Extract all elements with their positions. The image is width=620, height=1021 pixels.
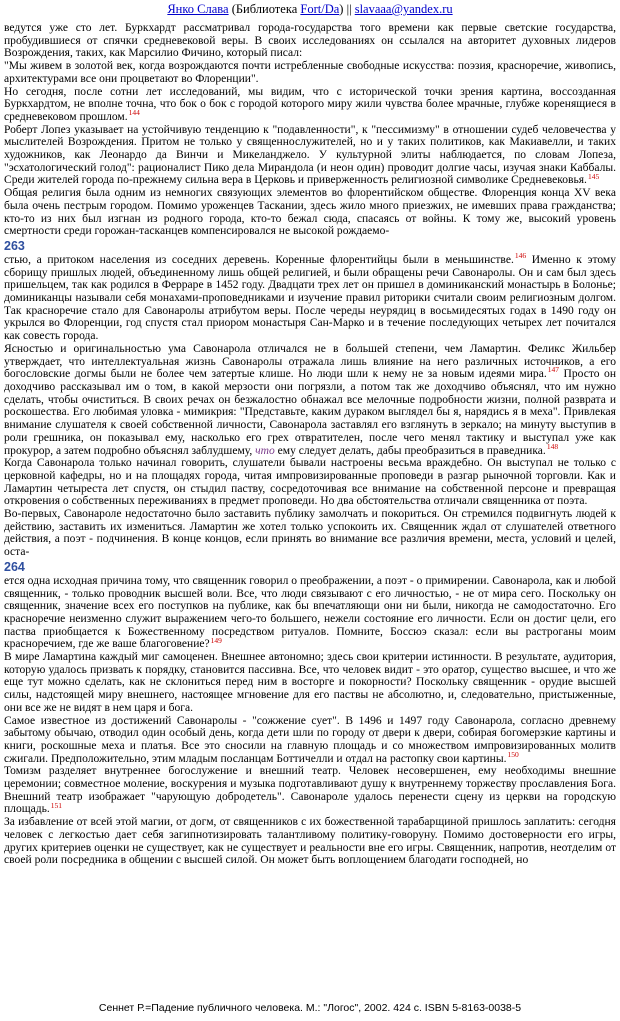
body-text <box>4 22 616 867</box>
paragraph-text: стью, а притоком населения из соседних деревень. Коренные флорентийцы были в меньшинстве. <box>4 253 514 266</box>
paragraph: Когда Савонарола только начинал говорить, слушатели бывали настроены весьма враждебно. Он выступал не только с церковной кафедры, но и на площадях города, читая импровизированные проповеди в разгар рыночной торговли. Как и Ламартин четыреста лет спустя, он стыдил паству, сосредоточивая все внимание на собственной персоне и превращая откровения о собственных переживаниях в предмет проповеди. Но два обстоятельства отличали священника от поэта. <box>4 457 616 508</box>
paragraph <box>4 251 616 343</box>
paragraph <box>4 765 616 816</box>
paragraph-text: Роберт Лопез указывает на устойчивую тенденцию к "подавленности", к "пессимизму" в отношении судеб человечества у мыслителей Возрождения. Притом не только у священнослужителей, но и у таких политиков, как Макиавелли, и таких художников, как Леонардо да Винчи и Микеланджело. У культурной элиты наблюдается, по словам Лопеза, "эсхатологический голод": рационалист Пико дела Мирандола (и неон один) проводит долгие часы, изучая знаки Каббалы. Среди жителей города по-прежнему сильна вера в Церковь и приверженность религиозной символике Средневековья. <box>4 123 616 187</box>
page-footer: Сеннет Р.=Падение публичного человека. М.: "Логос", 2002. 424 с. ISBN 5-8163-0038-5 <box>98 1002 522 1014</box>
email-link[interactable]: slavaaa@yandex.ru <box>354 2 453 16</box>
header-separator: ) || <box>339 2 355 16</box>
footnote-ref: 144 <box>128 108 140 118</box>
paragraph-text: Томизм разделяет внутреннее богослужение и внешний театр. Человек несовершенен, ему необходимы внешние церемонии; совместное моление, воскурения и музыка подготавливают душу к внутреннему торжеству прославления Бога. Внешний театр изображает "чарующую добродетель". Савонароле удалось перенести сцену из церкви на городскую площадь. <box>4 765 616 816</box>
paragraph: ведутся уже сто лет. Буркхардт рассматривал города-государства того времени как первые светские государства, пробудившиеся от спячки средневековой веры. В своих исследованиях он ссылался на авторитет духовных лидеров Возрождения, таких, как Марсилио Фичино, который писал: <box>4 22 616 60</box>
paragraph: В мире Ламартина каждый миг самоценен. Внешнее автономно; здесь свои критерии истинности. В результате, аудитория, которую удалось призвать к порядку, становится пассивна. Все, что человек видит - это оратор, существо высшее, и что же еще тут можно сделать, как не склониться перед ним в восторге и покорности? Поскольку священник - орудие высшей силы, надстоящей миру внешнего, настоящее мгновение для его паствы не абсолютно, и, следовательно, пристыженные, они все же не видят в нем царя и бога. <box>4 651 616 714</box>
page-number: 263 <box>4 238 25 253</box>
footnote-ref: 148 <box>546 441 559 451</box>
footnote-ref: 151 <box>50 800 63 810</box>
paragraph <box>4 715 616 766</box>
footnote-ref: 149 <box>210 635 222 645</box>
paragraph-text: ется одна исходная причина тому, что священник говорил о преображении, а поэт - о примирении. Савонарола, как и любой священник, - только проводник высшей воли. Все, что люди связывают с его личностью, - не от мира сего. Поскольку он священник, значение всех его поступков на публике, как бы впечатляющи они ни были, никогда не самодостаточно. Его красноречие неизменно служит выражением чего-то большего, нежели состояние его личности. Если он достиг цели, его паства приобщается к Божественному посредством ритуалов. Помните, Боссюэ сказал: если вы растроганы моим красноречием, где же ваше благоговение? <box>4 574 616 651</box>
paragraph-text: Самое известное из достижений Савонаролы - "сожжение сует". В 1496 и 1497 году Савонарола, согласно древнему забытому обычаю, отводил один особый день, когда дети шли по городу от двери к двери, собирая богомерзкие картины и книги, роскошные меха и платья. Все это сносили на главную площадь и со множеством импровизированных молитв сжигали. Предположительно, этим младым посланцам Боттичелли и отдал на растопку свои картины. <box>4 714 616 765</box>
paragraph <box>4 86 616 124</box>
footnote-ref: 150 <box>507 749 519 759</box>
library-link[interactable]: Fort/Da <box>300 2 340 16</box>
paragraph: Во-первых, Савонароле недостаточно было заставить публику замолчать и покориться. Он стремился подвигнуть людей к действию, заставить их измениться. Ламартин же хотел только успокоить их. Священник ждал от слушателей ответного действия, а поэт - подчинения. В конце концов, если принять во внимание все различия времени, места, условий и целей, оста- <box>4 508 616 559</box>
paragraph: Общая религия была одним из немногих связующих элементов во флорентийском обществе. Флоренция конца XV века была очень пестрым городом. Помимо уроженцев Таскании, здесь жило много приезжих, не имевших права гражданства; кто-то из них был изгнан из родного города, кто-то бежал сюда, спасаясь от войны. К тому же, высокий уровень смертности среди горожан-тасканцев компенсировался не высокой рождаемо- <box>4 187 616 238</box>
page-header <box>0 2 620 17</box>
paragraph-text: ему следует делать, дабы преобразиться в праведника. <box>274 444 546 457</box>
paragraph: "Мы живем в золотой век, когда возрождаются почти истребленные свободные искусства: поэзия, красноречие, живопись, архитектурами все они процветают во Флоренции". <box>4 60 616 85</box>
paragraph-text: Просто он доходчиво рассказывал им о том, в какой мерзости они погрязли, а потом так же доходчиво объяснял, что им нужно сделать, чтобы очиститься. В своих речах он безжалостно обнажал все мелочные подробности жизни, полной разврата и роскошества. Его любимая уловка - мимикрия: "Представьте, каким дураком выглядел бы я, нарядись я в меха". Привлекая внимание слушателя к своей собственной личности, Савонарола заставлял его взглянуть в зеркало; на минуту выступив в роли грешника, он показывал ему, насколько его грех отвратителен, после чего менял тактику и выступал уже как прокурор, а затем подробно объяснял заблудшему, <box>4 368 617 457</box>
author-link[interactable]: Янко Слава <box>167 2 229 16</box>
page-number: 264 <box>4 559 25 574</box>
header-library-text: (Библиотека <box>228 2 301 16</box>
emphasis-text: что <box>255 444 275 457</box>
footnote-ref: 146 <box>514 251 527 261</box>
paragraph-text: Ясностью и оригинальностью ума Савонарола отличался не в большей степени, чем Ламартин. Феликс Жильбер утверждает, что интеллектуальная жизнь Савонаролы отражала лишь влияние на него различных источников, а его богословские догмы были не более чем затертые клише. Но люди шли к нему не за новым идеями мира. <box>4 342 616 381</box>
paragraph <box>4 124 616 188</box>
paragraph <box>4 343 616 457</box>
paragraph <box>4 575 616 651</box>
paragraph-text: Именно к этому сборищу пришлых людей, объединенному лишь общей религией, и были обращены речи Савонаролы. Он и сам был здесь пришельцем, так как родился в Ферраре в 1452 году. Двадцати трех лет он пришел в доминиканский монастырь в Болонье; доминиканцы называли себя монахами-проповедниками и изучение правил риторики считали своим религиозным долгом. Так красноречие стало для Савонаролы атрибутом веры. После череды неурядиц в восьмидесятых годах в 1490 году он укрылся во Флоренции, год спустя стал приором монастыря Сан-Марко и в течение последующих четырех лет почитался как совесть города. <box>4 253 616 343</box>
paragraph: За избавление от всей этой магии, от догм, от священников с их божественной тарабарщиной пришлось заплатить: сегодня человек с легкостью дает себя загипнотизировать талантливому политику-говоруну. Помимо достоверности его игры, других критериев оценки не существует, как не существует и реальности вне его игры. Священник, напротив, неотделим от своей роли посредника в общении с высшей силой. Он может быть воплощением благодати господней, но <box>4 816 616 867</box>
footnote-ref: 145 <box>587 171 600 181</box>
footnote-ref: 147 <box>547 365 559 375</box>
paragraph-text: Но сегодня, после сотни лет исследований, мы видим, что с исторической точки зрения картина, воссозданная Буркхардтом, не вполне точна, что бок о бок с городой которого миру жили чувства более мрачные, глубже коренящиеся в средневековом прошлом. <box>4 85 616 123</box>
